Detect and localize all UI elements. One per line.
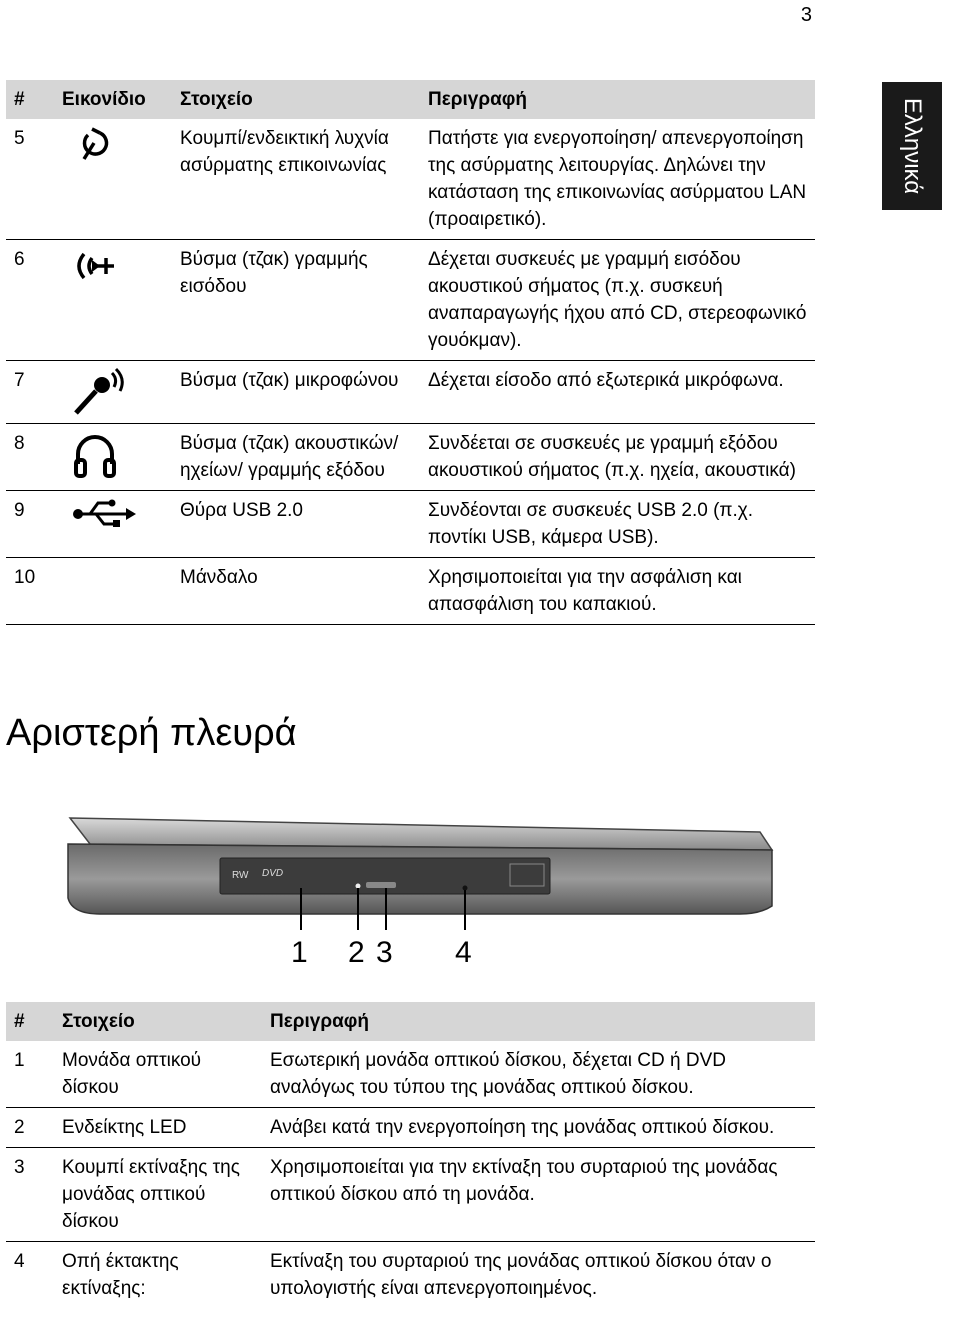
row-description: Εκτίναξη του συρταριού της μονάδας οπτικού δίσκου όταν ο υπολογιστής είναι απενεργοποιημένος. — [270, 1251, 772, 1299]
row-description: Εσωτερική μονάδα οπτικού δίσκου, δέχεται CD ή DVD αναλόγως του τύπου της μονάδας οπτικού δίσκου. — [262, 1041, 815, 1108]
dvd-label: DVD — [262, 868, 284, 879]
row-item: Μονάδα οπτικού δίσκου — [54, 1041, 262, 1108]
row-number: 6 — [6, 240, 54, 361]
table-header-row — [6, 80, 815, 119]
row-description: Πατήστε για ενεργοποίηση/ απενεργοποίηση της ασύρματης λειτουργίας. Δηλώνει την κατάσταση της επικοινωνίας ασύρματου LAN (προαιρετικό). — [420, 119, 815, 240]
laptop-left-side-illustration — [60, 810, 820, 930]
row-description: Δέχεται είσοδο από εξωτερικά μικρόφωνα. — [420, 361, 815, 424]
row-number: 1 — [6, 1041, 54, 1108]
row-number: 10 — [6, 558, 54, 625]
callout-1: 1 — [291, 936, 308, 969]
table-row — [6, 119, 815, 240]
table-row — [6, 491, 815, 558]
row-item: Μάνδαλο — [172, 558, 420, 625]
row-number: 9 — [6, 491, 54, 558]
header-description: Περιγραφή — [262, 1002, 815, 1041]
row-item: Βύσμα (τζακ) ακουστικών/ηχείων/ γραμμής εξόδου — [172, 424, 420, 491]
header-description: Περιγραφή — [420, 80, 815, 119]
rw-label: RW — [232, 870, 249, 881]
table-row — [6, 1242, 815, 1309]
line-in-icon — [70, 246, 130, 286]
row-number: 4 — [14, 1251, 25, 1272]
emergency-eject-hole[interactable] — [463, 886, 468, 891]
language-tab — [882, 82, 942, 210]
row-item: Ενδείκτης LED — [54, 1108, 262, 1148]
row-description: Χρησιμοποιείται για την εκτίναξη του συρταριού της μονάδας οπτικού δίσκου από τη μονάδα. — [262, 1148, 815, 1242]
usb-icon — [70, 497, 140, 527]
row-item: Θύρα USB 2.0 — [172, 491, 420, 558]
row-description: Χρησιμοποιείται για την ασφάλιση και απασφάλιση του καπακιού. — [420, 558, 815, 625]
row-description: Δέχεται συσκευές με γραμμή εισόδου ακουστικού σήματος (π.χ. συσκευή αναπαραγωγής ήχου από CD, στερεοφωνικό γουόκμαν). — [420, 240, 815, 361]
row-item: Κουμπί/ενδεικτική λυχνία ασύρματης επικοινωνίας — [172, 119, 420, 240]
row-number: 2 — [6, 1108, 54, 1148]
row-number: 8 — [6, 424, 54, 491]
row-item: Βύσμα (τζακ) μικροφώνου — [172, 361, 420, 424]
language-tab-label: Ελληνικά — [899, 97, 926, 195]
row-number: 3 — [6, 1148, 54, 1242]
section-title: Αριστερή πλευρά — [6, 712, 297, 754]
header-item: Στοιχείο — [54, 1002, 262, 1041]
table-row — [6, 240, 815, 361]
header-number: # — [6, 1002, 54, 1041]
row-number: 7 — [6, 361, 54, 424]
row-description: Συνδέεται σε συσκευές με γραμμή εξόδου ακουστικού σήματος (π.χ. ηχεία, ακουστικά) — [420, 424, 815, 491]
row-description: Συνδέονται σε συσκευές USB 2.0 (π.χ. ποντίκι USB, κάμερα USB). — [420, 491, 815, 558]
microphone-icon — [70, 367, 130, 417]
headphones-icon — [70, 430, 120, 480]
page-number: 3 — [800, 4, 812, 26]
disc-led — [356, 884, 361, 889]
row-item: Οπή έκτακτης εκτίναξης: — [62, 1251, 179, 1299]
row-description: Ανάβει κατά την ενεργοποίηση της μονάδας οπτικού δίσκου. — [262, 1108, 815, 1148]
table-row — [6, 1148, 815, 1242]
table-row — [6, 1108, 815, 1148]
header-item: Στοιχείο — [172, 80, 420, 119]
table-header-row — [6, 1002, 815, 1041]
ports-table — [6, 80, 815, 625]
header-icon: Εικονίδιο — [54, 80, 172, 119]
table-row — [6, 424, 815, 491]
callout-3: 3 — [376, 936, 393, 969]
row-item: Κουμπί εκτίναξης της μονάδας οπτικού δίσκου — [54, 1148, 262, 1242]
header-number: # — [6, 80, 54, 119]
table-row — [6, 1041, 815, 1108]
row-item: Βύσμα (τζακ) γραμμής εισόδου — [172, 240, 420, 361]
wireless-icon — [70, 125, 120, 165]
table-row — [6, 361, 815, 424]
left-side-table — [6, 1002, 815, 1308]
disc-eject-button[interactable] — [366, 882, 396, 888]
table-row — [6, 558, 815, 625]
row-number: 5 — [6, 119, 54, 240]
callout-4: 4 — [455, 936, 472, 969]
callout-2: 2 — [348, 936, 365, 969]
